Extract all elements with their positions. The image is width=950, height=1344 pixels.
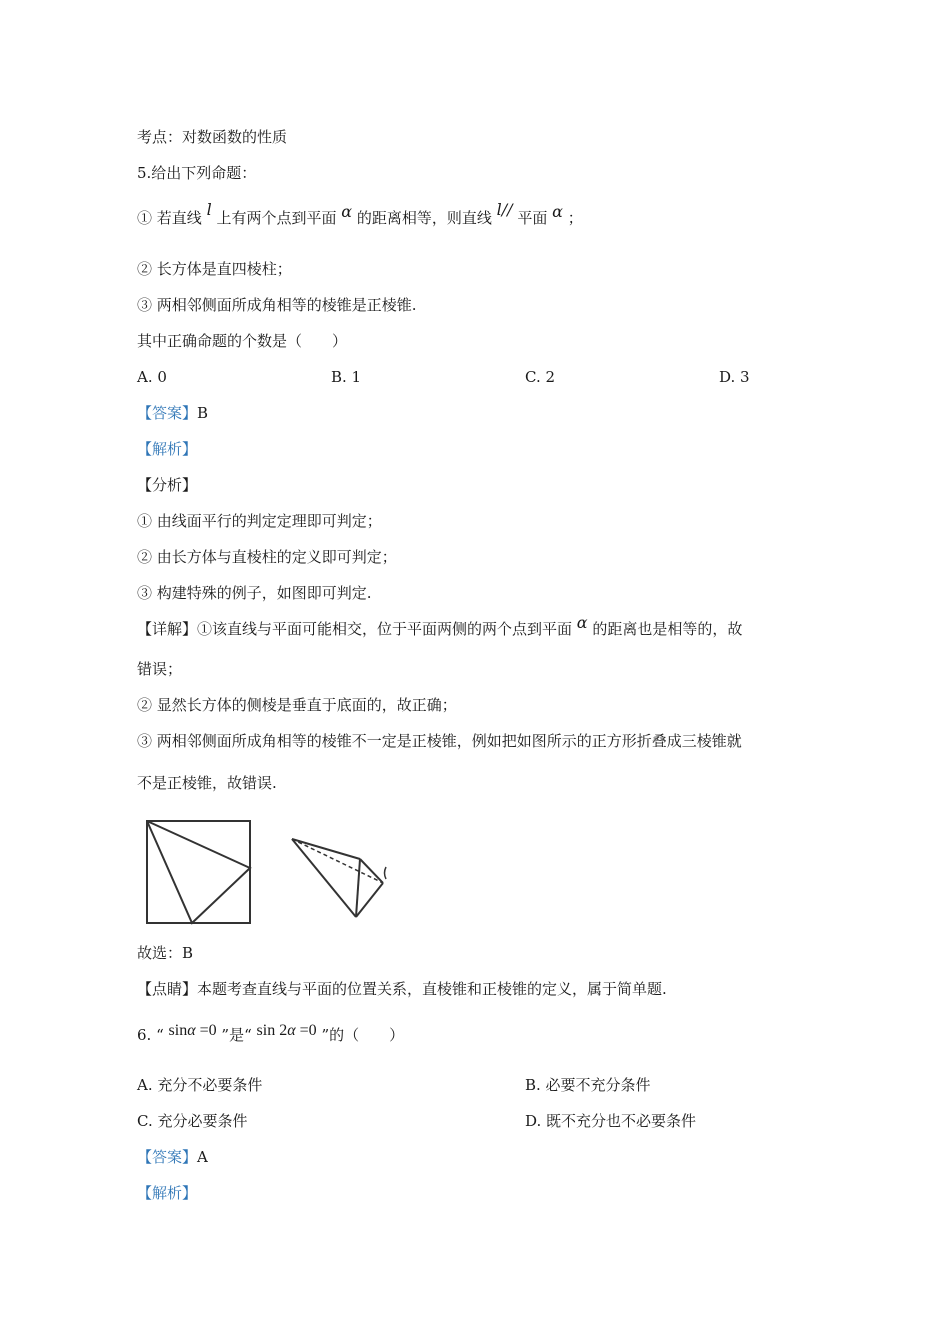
math-l-parallel: l// (496, 200, 513, 219)
q6-stem: 6. “ sinα =0 ”是“ sin 2α =0 ”的（ ） (137, 1022, 405, 1044)
q5-xiangjie-3: ③ 两相邻侧面所成角相等的棱锥不一定是正棱锥，例如把如图所示的正方形折叠成三棱锥就 (137, 732, 742, 750)
q5-xiangjie-1-cont: 错误； (137, 660, 183, 678)
q6-answer: 【答案】A (137, 1148, 208, 1166)
q5-xiangjie-2: ② 显然长方体的侧棱是垂直于底面的，故正确； (137, 696, 457, 714)
q5-option-a: A. 0 (137, 368, 167, 386)
answer-tag: 【答案】 (137, 404, 198, 422)
square-net-diagram (147, 821, 250, 923)
q6-option-d: D. 既不充分也不必要条件 (525, 1112, 697, 1130)
q5-xiangjie-1: 【详解】①该直线与平面可能相交，位于平面两侧的两个点到平面 α 的距离也是相等的，故 (137, 613, 743, 638)
q5-jiexi-tag: 【解析】 (137, 440, 198, 458)
q5-fenxi-tag: 【分析】 (137, 476, 198, 494)
q5-fenxi-1: ① 由线面平行的判定定理即可判定； (137, 512, 382, 530)
pyramid-diagram (292, 839, 386, 917)
q5-fenxi-2: ② 由长方体与直棱柱的定义即可判定； (137, 548, 397, 566)
q5-option-c: C. 2 (525, 368, 556, 386)
kaodian-line: 考点：对数函数的性质 (137, 128, 288, 146)
q5-option-d: D. 3 (719, 368, 750, 386)
q5-option-b: B. 1 (331, 368, 362, 386)
q5-proposition-1: ① 若直线 l 上有两个点到平面 α 的距离相等，则直线 l// 平面 α ； (137, 200, 583, 227)
q6-jiexi-tag: 【解析】 (137, 1184, 198, 1202)
q5-question: 其中正确命题的个数是（ ） (137, 332, 348, 350)
math-alpha-3: α (576, 613, 588, 632)
q5-fenxi-3: ③ 构建特殊的例子，如图即可判定. (137, 584, 372, 602)
q5-xiangjie-3-cont: 不是正棱锥，故错误. (137, 774, 277, 792)
q6-option-c: C. 充分必要条件 (137, 1112, 248, 1130)
q5-dianjing: 【点睛】本题考查直线与平面的位置关系，直棱锥和正棱锥的定义，属于简单题. (137, 980, 667, 998)
math-alpha: α (341, 202, 353, 221)
q6-option-a: A. 充分不必要条件 (137, 1076, 263, 1094)
math-sin-2alpha: sin 2α =0 (256, 1022, 317, 1039)
q5-stem: 5.给出下列命题： (137, 164, 257, 182)
q5-proposition-3: ③ 两相邻侧面所成角相等的棱锥是正棱锥. (137, 296, 417, 314)
math-sin-alpha: sinα =0 (168, 1022, 217, 1039)
folding-figure (140, 815, 400, 930)
q5-proposition-2: ② 长方体是直四棱柱； (137, 260, 292, 278)
math-alpha-2: α (552, 202, 563, 221)
q5-answer: 【答案】B (137, 404, 209, 422)
q5-guxuan: 故选：B (137, 944, 194, 962)
q6-option-b: B. 必要不充分条件 (525, 1076, 651, 1094)
math-l: l (206, 200, 212, 219)
answer-tag-6: 【答案】 (137, 1148, 198, 1166)
